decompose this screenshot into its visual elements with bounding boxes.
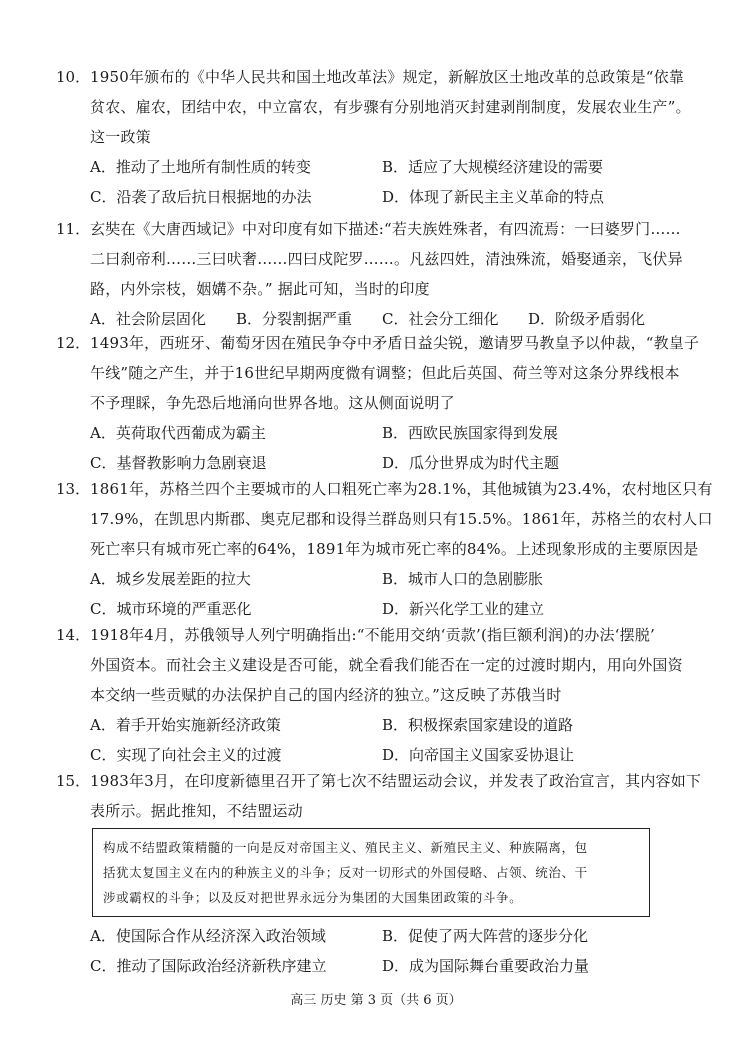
question-stem-line: 外国资本。而社会主义建设是否可能，就全看我们能否在一定的过渡时期内，用向外国资: [90, 656, 683, 674]
option-c[interactable]: C．社会分工细化: [382, 310, 499, 328]
option-a[interactable]: A．社会阶层固化: [90, 310, 206, 328]
option-b[interactable]: B．城市人口的急剧膨胀: [382, 570, 544, 588]
question-14: [56, 620, 710, 770]
question-stem-line: 午线”随之产生，并于16世纪早期两度微有调整；但此后英国、荷兰等对这条分界线根本: [90, 364, 680, 382]
option-row: [90, 921, 710, 951]
option-d[interactable]: D．新兴化学工业的建立: [382, 600, 545, 618]
option-b[interactable]: B．积极探索国家建设的道路: [382, 716, 574, 734]
question-12: [56, 328, 710, 478]
option-row: [90, 951, 710, 981]
option-b[interactable]: B．适应了大规模经济建设的需要: [382, 158, 604, 176]
option-d[interactable]: D．向帝国主义国家妥协退让: [382, 746, 575, 764]
option-c[interactable]: C．城市环境的严重恶化: [90, 600, 252, 618]
option-b[interactable]: B．分裂割据严重: [236, 310, 353, 328]
quote-line: 括犹太复国主义在内的种族主义的斗争；反对一切形式的外国侵略、占领、统治、干: [103, 865, 588, 880]
question-stem-line: 1983年3月，在印度新德里召开了第七次不结盟运动会议，并发表了政治宣言，其内容如下: [90, 772, 702, 790]
question-stem-line: 玄奘在《大唐西域记》中对印度有如下描述:“若夫族姓殊者，有四流焉：一曰婆罗门……: [90, 220, 681, 238]
question-stem-line: 路，内外宗枝，姻媾不杂。” 据此可知，当时的印度: [90, 280, 430, 298]
question-stem-line: 贫农、雇农，团结中农，中立富农，有步骤有分别地消灭封建剥削制度，发展农业生产”。: [90, 98, 691, 116]
question-number: 10．: [56, 68, 91, 86]
option-row: [90, 182, 710, 212]
question-13: [56, 474, 713, 624]
question-stem-line: 1493年，西班牙、葡萄牙因在殖民争夺中矛盾日益尖锐，邀请罗马教皇予以仲裁，“教皇子: [90, 334, 700, 352]
quote-line: 构成不结盟政策精髓的一向是反对帝国主义、殖民主义、新殖民主义、种族隔离，包: [103, 840, 588, 855]
quote-box: [92, 828, 650, 917]
option-b[interactable]: B．促使了两大阵营的逐步分化: [382, 927, 589, 945]
option-row: [90, 710, 710, 740]
option-d[interactable]: D．体现了新民主主义革命的特点: [382, 188, 605, 206]
option-c[interactable]: C．基督教影响力急剧衰退: [90, 454, 267, 472]
question-stem-line: 本交纳一些贡赋的办法保护自己的国内经济的独立。”这反映了苏俄当时: [90, 686, 562, 704]
option-row: [90, 564, 710, 594]
question-15: [56, 766, 710, 981]
question-number: 11．: [56, 220, 91, 238]
question-stem-line: 17.9%，在凯思内斯郡、奥克尼郡和设得兰群岛则只有15.5%。1861年，苏格兰的农村人口: [90, 510, 713, 528]
question-number: 14．: [56, 626, 91, 644]
question-stem-line: 不予理睬，争先恐后地涌向世界各地。这从侧面说明了: [90, 394, 455, 412]
option-row: [90, 418, 710, 448]
option-a[interactable]: A．英荷取代西葡成为霸主: [90, 424, 266, 442]
question-number: 15．: [56, 772, 91, 790]
question-stem-line: 1861年，苏格兰四个主要城市的人口粗死亡率为28.1%，其他城镇为23.4%，农村地区只有: [90, 480, 713, 498]
option-a[interactable]: A．推动了土地所有制性质的转变: [90, 158, 311, 176]
page-footer: 高三 历史 第 3 页（共 6 页）: [290, 993, 462, 1008]
question-11: [56, 214, 710, 334]
option-b[interactable]: B．西欧民族国家得到发展: [382, 424, 559, 442]
option-a[interactable]: A．使国际合作从经济深入政治领域: [90, 927, 326, 945]
question-stem-line: 表所示。据此推知，不结盟运动: [90, 802, 303, 820]
question-number: 12．: [56, 334, 91, 352]
question-stem-line: 1918年4月，苏俄领导人列宁明确指出:“不能用交纳‘贡款’(指巨额利润)的办法‘摆脱’: [90, 626, 656, 644]
option-c[interactable]: C．沿袭了敌后抗日根据地的办法: [90, 188, 312, 206]
question-10: [56, 62, 710, 212]
option-c[interactable]: C．推动了国际政治经济新秩序建立: [90, 957, 327, 975]
option-c[interactable]: C．实现了向社会主义的过渡: [90, 746, 282, 764]
option-row: [90, 152, 710, 182]
option-d[interactable]: D．成为国际舞台重要政治力量: [382, 957, 590, 975]
option-d[interactable]: D．瓜分世界成为时代主题: [382, 454, 560, 472]
question-stem-line: 二曰刹帝利……三曰吠奢……四曰戍陀罗……。凡兹四姓，清浊殊流，婚娶通亲，飞伏异: [90, 250, 683, 268]
quote-line: 涉或霸权的斗争；以及反对把世界永远分为集团的大国集团政策的斗争。: [103, 890, 523, 905]
question-stem-line: 1950年颁布的《中华人民共和国土地改革法》规定，新解放区土地改革的总政策是“依靠: [90, 68, 685, 86]
question-stem-line: 这一政策: [90, 128, 151, 146]
question-number: 13．: [56, 480, 91, 498]
option-d[interactable]: D．阶级矛盾弱化: [528, 310, 646, 328]
option-a[interactable]: A．城乡发展差距的拉大: [90, 570, 251, 588]
question-stem-line: 死亡率只有城市死亡率的64%，1891年为城市死亡率的84%。上述现象形成的主要原因是: [90, 540, 699, 558]
option-a[interactable]: A．着手开始实施新经济政策: [90, 716, 281, 734]
